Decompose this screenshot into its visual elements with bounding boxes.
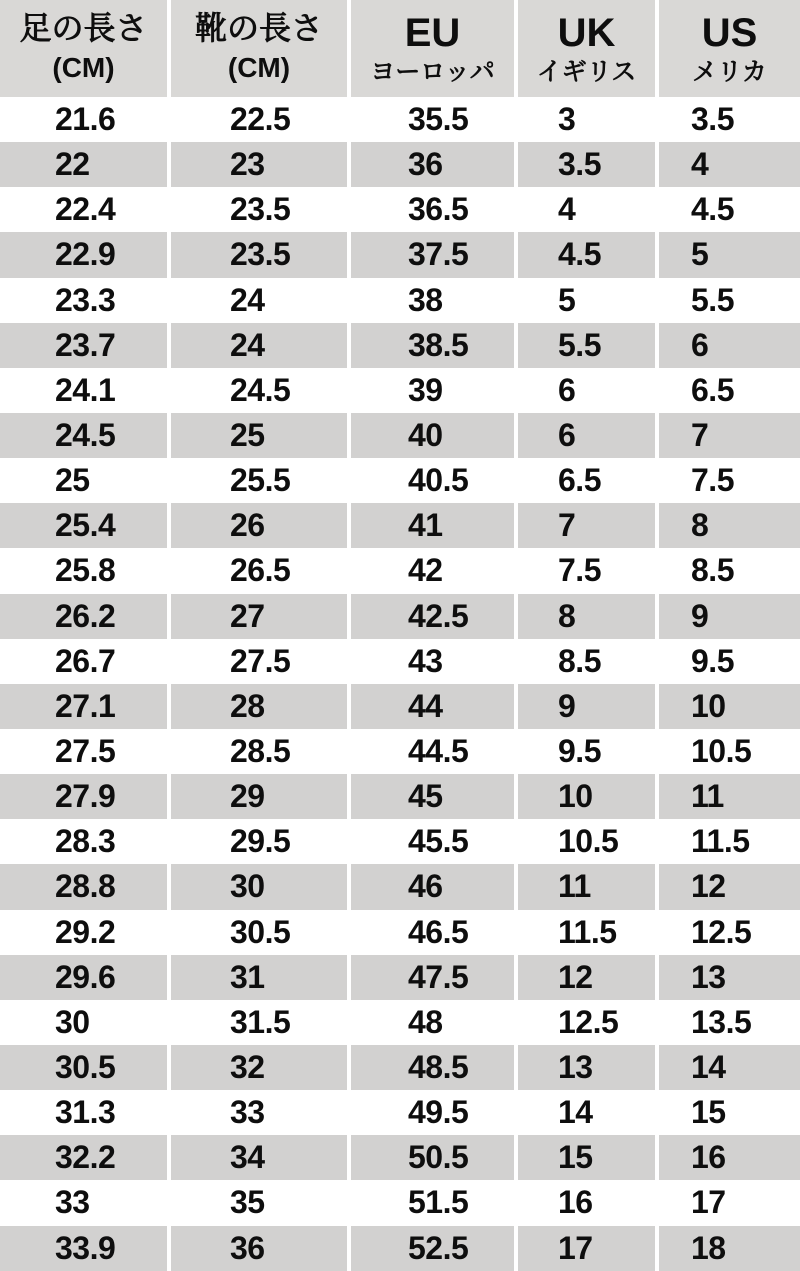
cell-us-size: 15: [659, 1090, 800, 1135]
table-row: [0, 142, 800, 187]
cell-shoe-length-cm: 30.5: [171, 910, 351, 955]
cell-us-size: 12.5: [659, 910, 800, 955]
table-row: [0, 1000, 800, 1045]
cell-eu-size: 46.5: [351, 910, 518, 955]
cell-us-size: 10.5: [659, 729, 800, 774]
table-row: [0, 684, 800, 729]
table-row: [0, 97, 800, 142]
table-header: [0, 0, 800, 97]
cell-us-size: 10: [659, 684, 800, 729]
column-header-label: 足の長さ: [19, 9, 148, 46]
cell-us-size: 5.5: [659, 278, 800, 323]
cell-eu-size: 48.5: [351, 1045, 518, 1090]
cell-shoe-length-cm: 34: [171, 1135, 351, 1180]
cell-foot-length-cm: 26.7: [0, 639, 171, 684]
cell-us-size: 14: [659, 1045, 800, 1090]
column-header-label: UK: [557, 10, 616, 55]
cell-foot-length-cm: 24.1: [0, 368, 171, 413]
cell-eu-size: 37.5: [351, 232, 518, 277]
cell-uk-size: 8: [518, 594, 659, 639]
cell-uk-size: 7.5: [518, 548, 659, 593]
cell-uk-size: 3.5: [518, 142, 659, 187]
cell-foot-length-cm: 27.9: [0, 774, 171, 819]
cell-foot-length-cm: 28.3: [0, 819, 171, 864]
column-header-label: US: [701, 10, 758, 55]
cell-shoe-length-cm: 28: [171, 684, 351, 729]
column-header-sublabel: イギリス: [536, 57, 637, 86]
cell-foot-length-cm: 21.6: [0, 97, 171, 142]
table-row: [0, 548, 800, 593]
cell-shoe-length-cm: 29: [171, 774, 351, 819]
table-row: [0, 368, 800, 413]
cell-uk-size: 13: [518, 1045, 659, 1090]
column-header-sublabel: (CM): [52, 51, 115, 83]
cell-eu-size: 38: [351, 278, 518, 323]
cell-us-size: 4.5: [659, 187, 800, 232]
cell-shoe-length-cm: 23: [171, 142, 351, 187]
table-row: [0, 955, 800, 1000]
cell-eu-size: 41: [351, 503, 518, 548]
cell-shoe-length-cm: 33: [171, 1090, 351, 1135]
table-row: [0, 1045, 800, 1090]
cell-uk-size: 4.5: [518, 232, 659, 277]
table-body: [0, 97, 800, 1271]
cell-shoe-length-cm: 29.5: [171, 819, 351, 864]
column-header-foot-length: [0, 0, 171, 97]
cell-eu-size: 48: [351, 1000, 518, 1045]
cell-eu-size: 47.5: [351, 955, 518, 1000]
cell-us-size: 4: [659, 142, 800, 187]
cell-us-size: 13.5: [659, 1000, 800, 1045]
table-row: [0, 232, 800, 277]
cell-us-size: 17: [659, 1180, 800, 1225]
cell-us-size: 12: [659, 864, 800, 909]
cell-uk-size: 11.5: [518, 910, 659, 955]
cell-foot-length-cm: 33.9: [0, 1226, 171, 1271]
cell-uk-size: 5: [518, 278, 659, 323]
cell-uk-size: 6: [518, 413, 659, 458]
cell-uk-size: 3: [518, 97, 659, 142]
cell-shoe-length-cm: 31: [171, 955, 351, 1000]
cell-foot-length-cm: 28.8: [0, 864, 171, 909]
cell-shoe-length-cm: 28.5: [171, 729, 351, 774]
cell-uk-size: 8.5: [518, 639, 659, 684]
cell-uk-size: 17: [518, 1226, 659, 1271]
table-row: [0, 1090, 800, 1135]
cell-us-size: 9: [659, 594, 800, 639]
cell-us-size: 7.5: [659, 458, 800, 503]
cell-shoe-length-cm: 31.5: [171, 1000, 351, 1045]
cell-shoe-length-cm: 35: [171, 1180, 351, 1225]
cell-shoe-length-cm: 27.5: [171, 639, 351, 684]
cell-shoe-length-cm: 24: [171, 323, 351, 368]
table-row: [0, 503, 800, 548]
cell-us-size: 6: [659, 323, 800, 368]
cell-uk-size: 16: [518, 1180, 659, 1225]
cell-us-size: 6.5: [659, 368, 800, 413]
cell-uk-size: 12.5: [518, 1000, 659, 1045]
cell-foot-length-cm: 33: [0, 1180, 171, 1225]
cell-uk-size: 14: [518, 1090, 659, 1135]
table-row: [0, 1135, 800, 1180]
cell-us-size: 18: [659, 1226, 800, 1271]
cell-eu-size: 44: [351, 684, 518, 729]
column-header-sublabel: (CM): [227, 51, 291, 83]
cell-us-size: 16: [659, 1135, 800, 1180]
table-row: [0, 594, 800, 639]
cell-foot-length-cm: 22.4: [0, 187, 171, 232]
cell-us-size: 8.5: [659, 548, 800, 593]
cell-eu-size: 35.5: [351, 97, 518, 142]
table-row: [0, 910, 800, 955]
cell-eu-size: 51.5: [351, 1180, 518, 1225]
cell-shoe-length-cm: 22.5: [171, 97, 351, 142]
table-row: [0, 1226, 800, 1271]
cell-eu-size: 42: [351, 548, 518, 593]
cell-foot-length-cm: 25.4: [0, 503, 171, 548]
column-header-sublabel: メリカ: [692, 57, 767, 86]
column-header-sublabel: ヨーロッパ: [370, 57, 495, 86]
cell-foot-length-cm: 29.6: [0, 955, 171, 1000]
cell-us-size: 7: [659, 413, 800, 458]
column-header-shoe-length: [171, 0, 351, 97]
cell-uk-size: 4: [518, 187, 659, 232]
cell-eu-size: 50.5: [351, 1135, 518, 1180]
cell-shoe-length-cm: 26.5: [171, 548, 351, 593]
cell-us-size: 11.5: [659, 819, 800, 864]
cell-eu-size: 42.5: [351, 594, 518, 639]
cell-shoe-length-cm: 27: [171, 594, 351, 639]
table-row: [0, 458, 800, 503]
column-header-eu: [351, 0, 518, 97]
cell-eu-size: 38.5: [351, 323, 518, 368]
cell-eu-size: 40: [351, 413, 518, 458]
table-row: [0, 639, 800, 684]
cell-shoe-length-cm: 24.5: [171, 368, 351, 413]
cell-us-size: 9.5: [659, 639, 800, 684]
cell-eu-size: 36: [351, 142, 518, 187]
cell-us-size: 5: [659, 232, 800, 277]
table-row: [0, 278, 800, 323]
table-row: [0, 729, 800, 774]
cell-foot-length-cm: 29.2: [0, 910, 171, 955]
cell-uk-size: 11: [518, 864, 659, 909]
cell-shoe-length-cm: 24: [171, 278, 351, 323]
cell-shoe-length-cm: 23.5: [171, 232, 351, 277]
cell-eu-size: 49.5: [351, 1090, 518, 1135]
cell-uk-size: 7: [518, 503, 659, 548]
cell-eu-size: 52.5: [351, 1226, 518, 1271]
cell-uk-size: 9: [518, 684, 659, 729]
column-header-us: [659, 0, 800, 97]
cell-eu-size: 44.5: [351, 729, 518, 774]
cell-uk-size: 6: [518, 368, 659, 413]
cell-foot-length-cm: 22.9: [0, 232, 171, 277]
column-header-label: EU: [404, 10, 461, 55]
cell-foot-length-cm: 32.2: [0, 1135, 171, 1180]
cell-foot-length-cm: 31.3: [0, 1090, 171, 1135]
cell-eu-size: 40.5: [351, 458, 518, 503]
cell-shoe-length-cm: 23.5: [171, 187, 351, 232]
cell-uk-size: 6.5: [518, 458, 659, 503]
table-row: [0, 187, 800, 232]
cell-shoe-length-cm: 32: [171, 1045, 351, 1090]
table-row: [0, 864, 800, 909]
cell-eu-size: 45.5: [351, 819, 518, 864]
cell-foot-length-cm: 22: [0, 142, 171, 187]
cell-shoe-length-cm: 30: [171, 864, 351, 909]
cell-us-size: 8: [659, 503, 800, 548]
cell-foot-length-cm: 27.1: [0, 684, 171, 729]
header-row: [0, 0, 800, 97]
cell-shoe-length-cm: 26: [171, 503, 351, 548]
cell-foot-length-cm: 23.7: [0, 323, 171, 368]
cell-foot-length-cm: 25: [0, 458, 171, 503]
cell-us-size: 13: [659, 955, 800, 1000]
cell-shoe-length-cm: 25.5: [171, 458, 351, 503]
cell-us-size: 11: [659, 774, 800, 819]
cell-eu-size: 39: [351, 368, 518, 413]
cell-eu-size: 46: [351, 864, 518, 909]
cell-uk-size: 10.5: [518, 819, 659, 864]
cell-foot-length-cm: 25.8: [0, 548, 171, 593]
table-row: [0, 323, 800, 368]
cell-uk-size: 15: [518, 1135, 659, 1180]
cell-foot-length-cm: 26.2: [0, 594, 171, 639]
cell-foot-length-cm: 24.5: [0, 413, 171, 458]
cell-eu-size: 36.5: [351, 187, 518, 232]
cell-foot-length-cm: 30.5: [0, 1045, 171, 1090]
column-header-uk: [518, 0, 659, 97]
cell-us-size: 3.5: [659, 97, 800, 142]
cell-foot-length-cm: 30: [0, 1000, 171, 1045]
cell-eu-size: 43: [351, 639, 518, 684]
table-row: [0, 413, 800, 458]
cell-uk-size: 10: [518, 774, 659, 819]
cell-foot-length-cm: 27.5: [0, 729, 171, 774]
cell-uk-size: 9.5: [518, 729, 659, 774]
cell-shoe-length-cm: 36: [171, 1226, 351, 1271]
table-row: [0, 819, 800, 864]
table-row: [0, 774, 800, 819]
cell-shoe-length-cm: 25: [171, 413, 351, 458]
column-header-label: 靴の長さ: [194, 9, 323, 46]
cell-uk-size: 5.5: [518, 323, 659, 368]
cell-uk-size: 12: [518, 955, 659, 1000]
cell-eu-size: 45: [351, 774, 518, 819]
cell-foot-length-cm: 23.3: [0, 278, 171, 323]
table-row: [0, 1180, 800, 1225]
